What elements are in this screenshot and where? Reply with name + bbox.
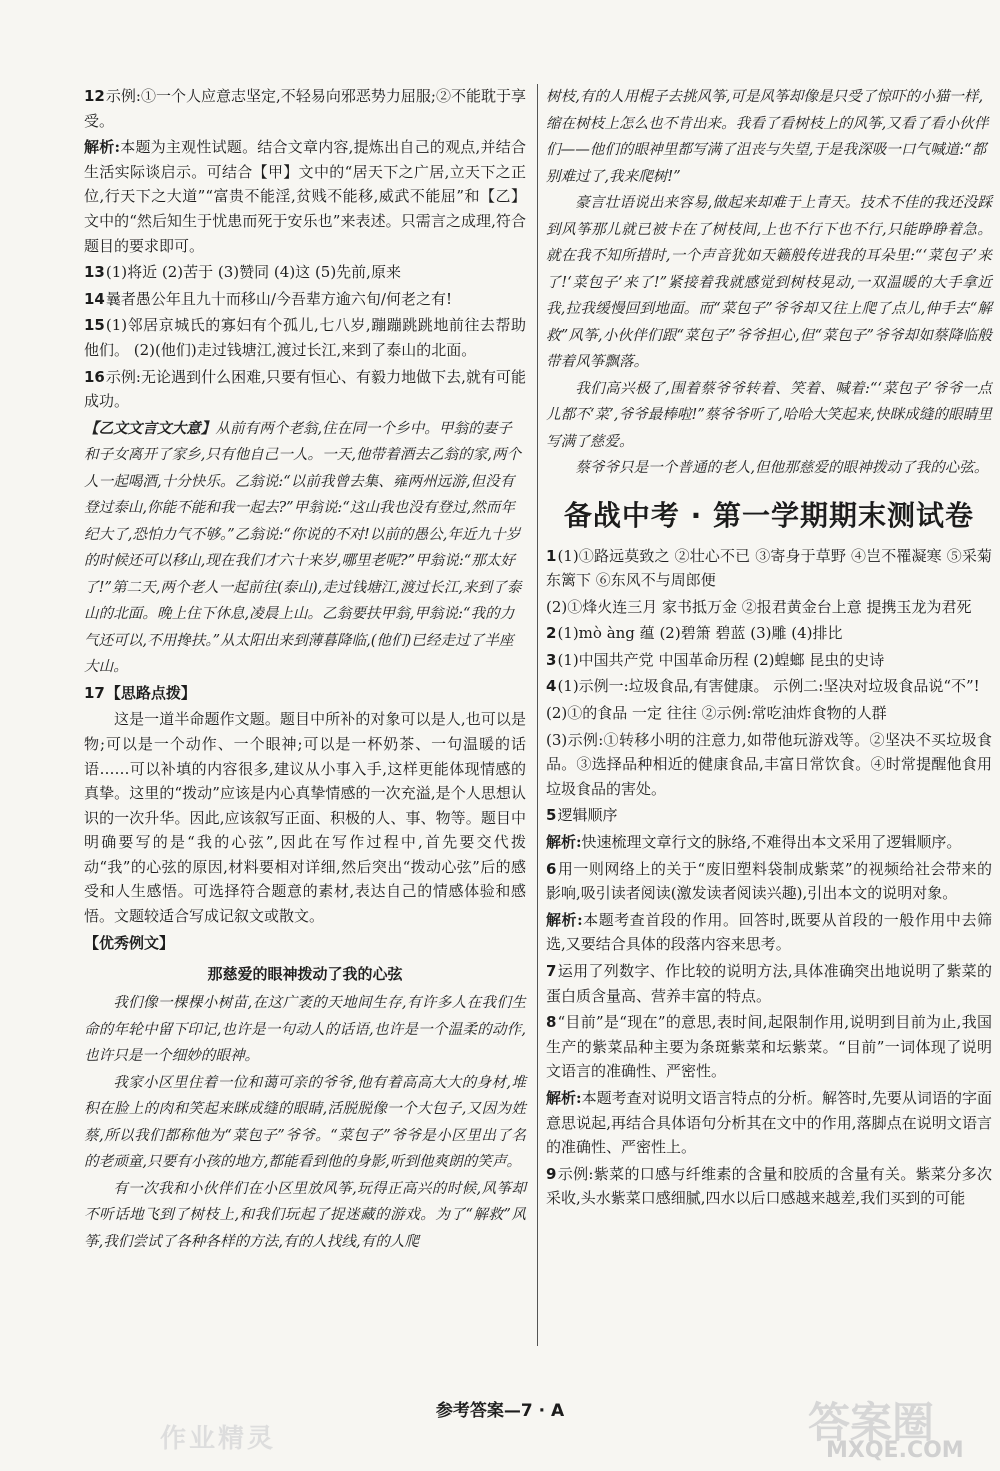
analysis-8: 解析:本题考查对说明文语言特点的分析。解答时,先要从词语的字面意思说起,再结合具体语句分析其在文中的作用,落脚点在说明文语言的准确性、严密性上。 xyxy=(546,1088,992,1157)
analysis-12: 解析:本题为主观性试题。结合文章内容,提炼出自己的观点,并结合生活实际谈启示。可结合【甲】文中的“居天下之广居,立天下之正位,行天下之大道”“富贵不能淫,贫贱不能移,威武不能屈”和【乙】文中的“然后知生于忧患而死于安乐也”来表述。只需言之成理,符合题目的要求即可。 xyxy=(84,138,526,255)
watermark-right: 答案圈 xyxy=(808,1398,935,1447)
translation-paragraph: 【乙文文言文大意】从前有两个老翁,住在同一个乡中。甲翁的妻子和子女离开了家乡,只有他自己一人。一天,他带着酒去乙翁的家,两个人一起喝酒,十分快乐。乙翁说:“以前我曾去集、雍两州远游,但没有登过泰山,你能不能和我一起去?”甲翁说:“这山我也没有登过,然而年纪大了,恐怕力气不够。”乙翁说:“你说的不对!以前的愚公,年近九十岁的时候还可以移山,现在我们才六十来岁,哪里老呢?”甲翁说:“那太好了!”第二天,两个老人一起前往(泰山),走过钱塘江,渡过长江,来到了泰山的北面。晚上住下休息,凌晨上山。乙翁要扶甲翁,甲翁说:“我的力气还可以,不用搀扶。”从太阳出来到薄暮降临,(他们)已经走过了半座大山。 xyxy=(84,419,522,676)
section-banner: 备战中考 · 第一学期期末测试卷 xyxy=(563,498,975,532)
essay-paragraph-4: 豪言壮语说出来容易,做起来却难于上青天。技术不佳的我还没踩到风筝那儿就已被卡在了树枝间,上也不行下也不行,只能睁睁着急。就在我不知所措时,一个声音犹如天籁般传进我的耳朵里:“‘菜包子’来了!‘菜包子’来了!”紧接着我就感觉到树枝晃动,一双温暖的大手拿近我,拉我缓慢回到地面。而“菜包子”爷爷却又往上爬了点儿,伸手去“解救”风筝,小伙伴们跟“菜包子”爷爷担心,但“菜包子”爷爷却如蔡降临般带着风筝飘落。 xyxy=(546,194,992,370)
answer-4-part-2: (2)①的食品 一定 往往 ②示例:常吃油炸食物的人群 xyxy=(546,704,887,723)
answer-17-heading: 17【思路点拨】 xyxy=(84,683,196,702)
answer-4: 4(1)示例一:垃圾食品,有害健康。 示例二:坚决对垃圾食品说“不”! xyxy=(546,677,980,696)
answer-3: 3(1)中国共产党 中国革命历程 (2)蝗螂 昆虫的史诗 xyxy=(546,650,885,669)
sample-essay-label: 【优秀例文】 xyxy=(84,933,175,952)
answer-13: 13(1)将近 (2)苦于 (3)赞同 (4)这 (5)先前,原来 xyxy=(84,263,401,282)
answer-12: 12示例:①一个人应意志坚定,不轻易向邪恶势力屈服;②不能耽于享受。 xyxy=(84,87,526,130)
answer-8: 8“目前”是“现在”的意思,表时间,起限制作用,说明到目前为止,我国生产的紫菜品种主要为条斑紫菜和坛紫菜。“目前”一词体现了说明文语言的准确性、严密性。 xyxy=(546,1013,992,1081)
essay-paragraph-1: 我们像一棵棵小树苗,在这广袤的天地间生存,有许多人在我们生命的年轮中留下印记,也许是一句动人的话语,也许是一个温柔的动作,也许只是一个细妙的眼神。 xyxy=(84,994,526,1065)
essay-paragraph-3: 有一次我和小伙伴们在小区里放风筝,玩得正高兴的时候,风筝却不听话地飞到了树枝上,和我们玩起了捉迷藏的游戏。为了“解救”风筝,我们尝试了各种各样的方法,有的人找线,有的人爬 xyxy=(84,1179,526,1250)
answer-1-part-2: (2)①烽火连三月 家书抵万金 ②报君黄金台上意 提携玉龙为君死 xyxy=(546,597,972,616)
essay-paragraph-5: 我们高兴极了,围着蔡爷爷转着、笑着、喊着:“‘菜包子’爷爷一点儿都不‘菜’,爷爷最棒啦!”蔡爷爷听了,哈哈大笑起来,快眯成缝的眼睛里写满了慈爱。 xyxy=(546,379,992,450)
watermark-url: MXQE.COM xyxy=(826,1438,964,1463)
left-column xyxy=(84,84,526,1255)
answer-4-part-3: (3)示例:①转移小明的注意力,如带他玩游戏等。②坚决不买垃圾食品。③选择品种相近的健康食品,丰富日常饮食。④时常提醒他食用垃圾食品的害处。 xyxy=(546,730,992,798)
answer-16: 16示例:无论遇到什么困难,只要有恒心、有毅力地做下去,就有可能成功。 xyxy=(84,367,526,411)
watermark-left: 作业精灵 xyxy=(160,1424,277,1454)
analysis-6: 解析:本题考查首段的作用。回答时,既要从首段的一般作用中去筛选,又要结合具体的段落内容来思考。 xyxy=(546,910,992,954)
essay-title: 那慈爱的眼神拨动了我的心弦 xyxy=(207,965,403,984)
answer-14: 14曩者愚公年且九十而移山/今吾辈方逾六旬/何老之有! xyxy=(84,289,453,308)
answer-1: 1(1)①路远莫致之 ②壮心不已 ③寄身于草野 ④岂不罹凝寒 ⑤采菊东篱下 ⑥东风不与周郎便 xyxy=(546,546,992,590)
answer-7: 7运用了列数字、作比较的说明方法,具体准确突出地说明了紫菜的蛋白质含量高、营养丰富的特点。 xyxy=(546,962,992,1005)
essay-paragraph-6: 蔡爷爷只是一个普通的老人,但他那慈爱的眼神拨动了我的心弦。 xyxy=(575,459,989,476)
page-footer: 参考答案—7 · A xyxy=(435,1401,565,1421)
analysis-5: 解析:快速梳理文章行文的脉络,不难得出本文采用了逻辑顺序。 xyxy=(546,833,962,852)
essay-paragraph-3-continued: 树枝,有的人用棍子去挑风筝,可是风筝却像是只受了惊吓的小猫一样,缩在树枝上怎么也不肯出来。我看了看树枝上的风筝,又看了看小伙伴们——他们的眼神里都写满了沮丧与失望,于是我深吸一口气喊道:“都别难过了,我来爬树!” xyxy=(546,88,989,185)
answer-5: 5逻辑顺序 xyxy=(546,806,618,825)
right-column xyxy=(546,84,992,1213)
column-divider xyxy=(537,84,538,1346)
answer-6: 6用一则网络上的关于“废旧塑料袋制成紫菜”的视频给社会带来的影响,吸引读者阅读(激发读者阅读兴趣),引出本文的说明对象。 xyxy=(546,859,992,903)
writing-guide: 这是一道半命题作文题。题目中所补的对象可以是人,也可以是物;可以是一个动作、一个眼神;可以是一杯奶茶、一句温暖的话语……可以补填的内容很多,建议从小事入手,这样更能体现情感的真挚。这里的“拨动”应该是内心真挚情感的一次充溢,是个人思想认识的一次升华。因此,应该叙写正面、积极的人、事、物等。题目中明确要写的是“我的心弦”,因此在写作过程中,首先要交代拨动“我”的心弦的原因,材料要相对详细,然后突出“拨动心弦”后的感受和人生感悟。可选择符合题意的素材,表达自己的情感体验和感悟。文题较适合写成记叙文或散文。 xyxy=(84,710,526,926)
answer-9: 9示例:紫菜的口感与纤维素的含量和胶质的含量有关。紫菜分多次采收,头水紫菜口感细腻,四水以后口感越来越差,我们买到的可能 xyxy=(546,1164,992,1208)
answer-15: 15(1)邻居京城氏的寡妇有个孤儿,七八岁,蹦蹦跳跳地前往去帮助他们。 (2)(他们)走过钱塘江,渡过长江,来到了泰山的北面。 xyxy=(84,316,526,359)
answer-2: 2(1)mò àng 蕴 (2)碧箫 碧蓝 (3)雕 (4)排比 xyxy=(546,624,843,643)
essay-paragraph-2: 我家小区里住着一位和蔼可亲的爷爷,他有着高高大大的身材,堆积在脸上的肉和笑起来眯成缝的眼睛,活脱脱像一个大包子,又因为姓蔡,所以我们都称他为“菜包子”爷爷。“菜包子”爷爷是小区里出了名的老顽童,只要有小孩的地方,都能看到他的身影,听到他爽朗的笑声。 xyxy=(84,1073,526,1171)
